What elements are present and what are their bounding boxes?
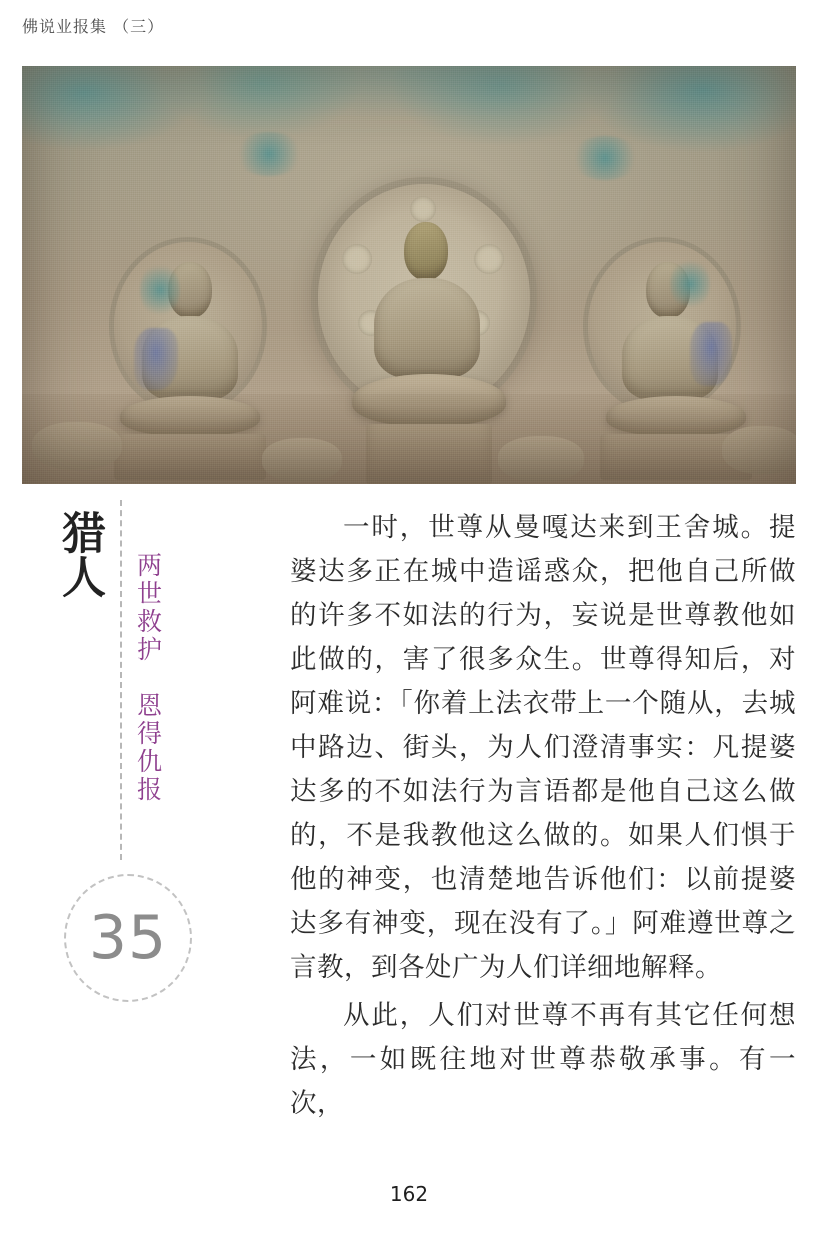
chapter-subtitle: 两世救护 恩得仇报	[133, 552, 163, 804]
chapter-number: 35	[88, 903, 168, 973]
vertical-dashed-divider	[120, 500, 122, 860]
chapter-number-badge	[64, 874, 192, 1002]
running-header: 佛说业报集 （三）	[22, 17, 165, 36]
page-body	[22, 500, 796, 1200]
photo-vignette	[22, 66, 796, 484]
page-number: 162	[389, 1182, 429, 1206]
chapter-marker-column	[22, 500, 272, 1200]
body-paragraph: 一时，世尊从曼嘎达来到王舍城。提婆达多正在城中造谣惑众，把他自己所做的许多不如法的行为，妄说是世尊教他如此做的，害了很多众生。世尊得知后，对阿难说：「你着上法衣带上一个随从，去城中路边、街头，为人们澄清事实：凡提婆达多的不如法行为言语都是他自己这么做的，不是我教他这么做的。如果人们惧于他的神变，也清楚地告诉他们：以前提婆达多有神变，现在没有了。」阿难遵世尊之言教，到各处广为人们详细地解释。	[290, 512, 796, 983]
illustration-canvas	[22, 66, 796, 484]
body-paragraph: 从此，人们对世尊不再有其它任何想法，一如既往地对世尊恭敬承事。有一次，	[290, 999, 796, 1119]
illustration-photo	[22, 66, 796, 484]
chapter-title: 猎人	[54, 510, 105, 598]
body-text-column	[290, 506, 796, 1126]
